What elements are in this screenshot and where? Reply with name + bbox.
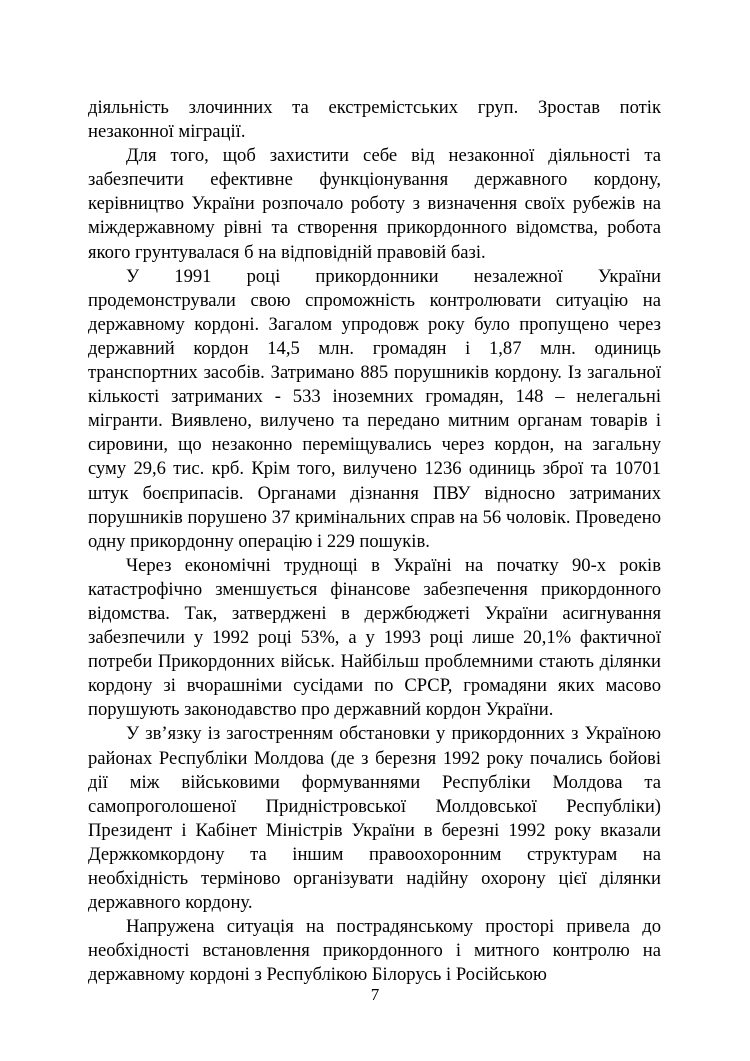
page-number: 7 [370, 985, 380, 1004]
paragraph: Через економічні труднощі в Україні на початку 90-х років катастрофічно зменшується фінансове забезпечення прикордонного відомства. Так, затверджені в держбюджеті України асигнування забезпечили у 1992 році 53%, а у 1993 році лише 20,1% фактичної потреби Прикордонних військ. Найбільш проблемними стають ділянки кордону зі вчорашніми сусідами по СРСР, громадяни яких масово порушують законодавство про державний кордон України. [88, 554, 661, 721]
paragraph: У зв’язку із загостренням обстановки у прикордонних з Україною районах Республіки Молдова (де з березня 1992 року почались бойові дії між військовими формуваннями Республіки Молдова та самопроголошеної Придністровської Молдовської Республіки) Президент і Кабінет Міністрів України в березні 1992 року вказали Держкомкордону та іншим правоохоронним структурам на необхідність терміново організувати надійну охорону цієї ділянки державного кордону. [88, 723, 661, 914]
paragraph: Для того, щоб захистити себе від незаконної діяльності та забезпечити ефективне функціонування державного кордону, керівництво України розпочало роботу з визначення своїх рубежів на міждержавному рівні та створення прикордонного відомства, робота якого грунтувалася б на відповідній правовій базі. [88, 145, 661, 263]
paragraph-continuation: діяльність злочинних та екстремістських груп. Зростав потік незаконної міграції. [88, 97, 661, 143]
paragraph: Напружена ситуація на пострадянському просторі привела до необхідності встановлення прикордонного і митного контролю на державному кордоні з Республікою Білорусь і Російською [88, 916, 661, 986]
body-text [88, 96, 661, 987]
paragraph: У 1991 році прикордонники незалежної України продемонстрували свою спроможність контролювати ситуацію на державному кордоні. Загалом упродовж року було пропущено через державний кордон 14,5 млн. громадян і 1,87 млн. одиниць транспортних засобів. Затримано 885 порушників кордону. Із загальної кількості затриманих - 533 іноземних громадян, 148 – нелегальні мігранти. Виявлено, вилучено та передано митним органам товарів і сировини, що незаконно переміщувались через кордон, на загальну суму 29,6 тис. крб. Крім того, вилучено 1236 одиниць зброї та 10701 штук боєприпасів. Органами дізнання ПВУ відносно затриманих порушників порушено 37 кримінальних справ на 56 чоловік. Проведено одну прикордонну операцію і 229 пошуків. [88, 265, 661, 552]
